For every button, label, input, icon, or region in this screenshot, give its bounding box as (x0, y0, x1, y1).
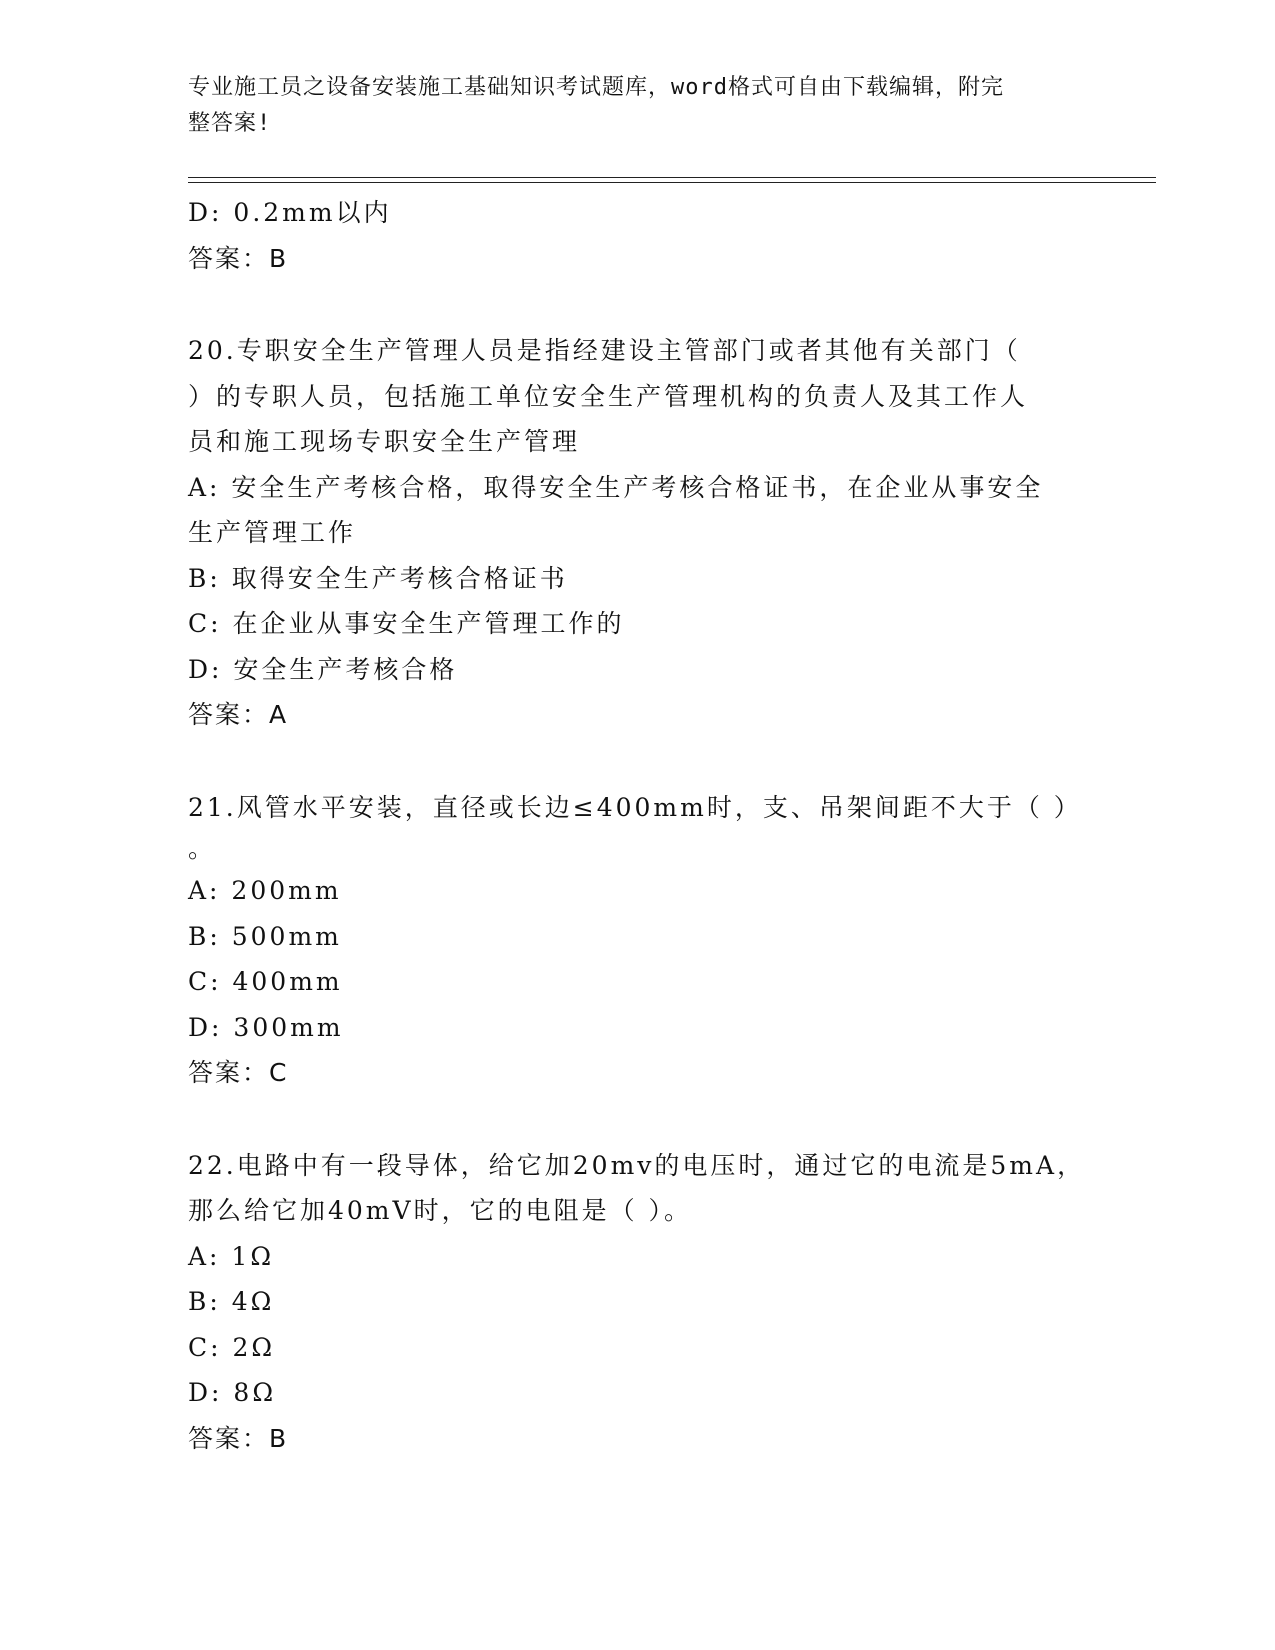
question-stem-line: 21.风管水平安装，直径或长边≤400mm时，支、吊架间距不大于（ ） (188, 792, 1082, 822)
answer-line: 答案：A (188, 700, 289, 729)
header-line-1: 专业施工员之设备安装施工基础知识考试题库，word格式可自由下载编辑，附完 (188, 75, 1004, 100)
answer-line: 答案：B (188, 243, 289, 273)
question-stem-line: 那么给它加40mV时，它的电阻是（ ）。 (188, 1196, 693, 1225)
question-stem-line: 22.电路中有一段导体，给它加20mv的电压时，通过它的电流是5mA， (188, 1150, 1086, 1180)
header-divider-top (188, 177, 1156, 178)
option-d: D: 0.2mm以内 (188, 198, 392, 227)
option-d: D: 安全生产考核合格 (188, 654, 458, 684)
option-a: A: 200mm (188, 876, 342, 905)
option-a: A: 1Ω (188, 1241, 275, 1271)
page-header (188, 70, 1068, 142)
question-21 (188, 785, 1088, 1096)
question-22 (188, 1143, 1088, 1462)
answer-line: 答案：C (188, 1058, 289, 1087)
option-a: A: 安全生产考核合格，取得安全生产考核合格证书，在企业从事安全 (188, 472, 1044, 502)
option-b: B: 500mm (188, 921, 342, 951)
question-stem-line: ）的专职人员，包括施工单位安全生产管理机构的负责人及其工作人 (188, 381, 1029, 411)
option-d: D: 8Ω (188, 1378, 277, 1407)
question-stem-line: 。 (188, 834, 214, 863)
document-body (188, 190, 1088, 1461)
previous-question-tail (188, 190, 1088, 281)
option-b: B: 取得安全生产考核合格证书 (188, 563, 568, 593)
option-c: C: 2Ω (188, 1332, 276, 1362)
option-c: C: 400mm (188, 967, 343, 996)
option-c: C: 在企业从事安全生产管理工作的 (188, 609, 625, 638)
answer-line: 答案：B (188, 1423, 289, 1453)
question-stem-line: 员和施工现场专职安全生产管理 (188, 427, 581, 456)
header-divider-bottom (188, 182, 1156, 183)
header-line-2: 整答案! (188, 111, 272, 136)
option-d: D: 300mm (188, 1012, 344, 1042)
option-b: B: 4Ω (188, 1287, 275, 1316)
question-stem-line: 20.专职安全生产管理人员是指经建设主管部门或者其他有关部门（ (188, 336, 1021, 365)
option-a-continued: 生产管理工作 (188, 518, 357, 547)
question-20 (188, 328, 1088, 738)
